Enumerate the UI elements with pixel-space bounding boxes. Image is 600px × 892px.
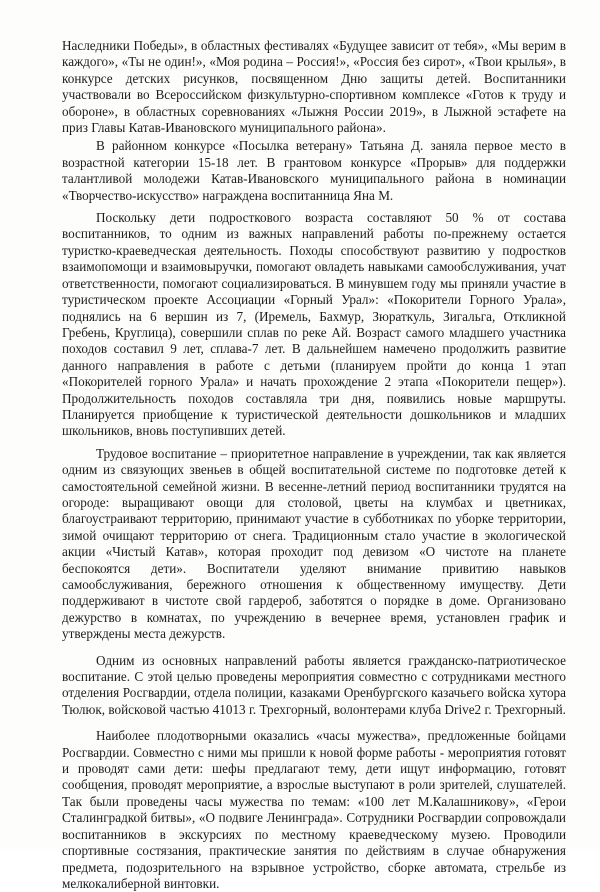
paragraph-hours-of-courage: Наиболее плодотворными оказались «часы мужества», предложенные бойцами Росгвардии. Совместно с ними мы пришли к новой форме работы - мероприятия готовят и проводят сами дети: шефы предлагают тему, дети ищут информацию, готовят сообщения, проводят мероприятие, а взрослые выступают в роли зрителей, слушателей. Так были проведены часы мужества по темам: «100 лет М.Калашникову», «Герои Сталинградкой битвы», «О подвиге Ленинграда». Сотрудники Росгвардии сопровождали воспитанников в экскурсиях по местному краеведческому музею. Проводили спортивные состязания, практические занятия по действиям в случае обнаружения предмета, подозрительного на взрывное устройство, сборке автомата, стрельбе из мелкокалиберной винтовки. (62, 728, 566, 891)
paragraph-tourism: Поскольку дети подросткового возраста составляют 50 % от состава воспитанников, то одним из важных направлений работы по-прежнему остается туристко-краеведческая деятельность. Походы способствуют развитию у подростков взаимопомощи и взаимовыручки, помогают овладеть навыками самообслуживания, учат ответственности, помогают социализироваться. В минувшем году мы приняли участие в туристическом проекте Ассоциации «Горный Урал»: «Покорители Горного Урала», поднялись на 6 вершин из 7, (Иремель, Бахмур, Зюраткуль, Зигальга, Откликной Гребень, Круглица), совершили сплав по реке Ай. Возраст самого младшего участника походов составил 9 лет, сплава-7 лет. В дальнейшем намечено продолжить развитие данного направления в работе с детьми (планируем пройти до конца 1 этап «Покорителей горного Урала» и начать прохождение 2 этапа «Покорители пещер»). Продолжительность походов составляла три дня, появились новые маршруты. Планируется приобщение к туристической деятельности дошкольников и младших школьников, вновь поступивших детей. (62, 210, 566, 439)
paragraph-awards-festivals: Наследники Победы», в областных фестивалях «Будущее зависит от тебя», «Мы верим в каждого», «Ты не один!», «Моя родина – Россия!», «Россия без сирот», «Твои крылья», в конкурсе детских рисунков, посвященном Дню защиты детей. Воспитанники участвовали во Всероссийском физкультурно-спортивном комплексе «Готов к труду и обороне», в областных соревнованиях «Лыжня России 2019», в Лыжной эстафете на приз Главы Катав-Ивановского муниципального района». (62, 38, 566, 136)
paragraph-contest-results: В районном конкурсе «Посылка ветерану» Татьяна Д. заняла первое место в возрастной категории 15-18 лет. В грантовом конкурсе «Прорыв» для поддержки талантливой молодежи Катав-Ивановского муниципального района в номинации «Творчество-искусство» награждена воспитанница Яна М. (62, 138, 566, 203)
paragraph-patriotic-education: Одним из основных направлений работы является гражданско-патриотическое воспитание. С этой целью проведены мероприятия совместно с сотрудниками местного отделения Росгвардии, отдела полиции, казаками Оренбургского казачьего войска хутора Тюлюк, войсковой частью 41013 г. Трехгорный, волонтерами клуба Drive2 г. Трехгорный. (62, 652, 566, 717)
paragraph-labor-education: Трудовое воспитание – приоритетное направление в учреждении, так как является одним из связующих звеньев в общей воспитательной системе по подготовке детей к самостоятельной семейной жизни. В весенне-летний период воспитанники трудятся на огороде: выращивают овощи для столовой, цветы на клумбах и цветниках, благоустраивают территорию, принимают участие в субботниках по уборке территории, зимой очищают территорию от снега. Традиционным стало участие в экологической акции «Чистый Катав», которая проходит под девизом «О чистоте на планете беспокоятся дети». Воспитатели уделяют внимание привитию навыков самообслуживания, бережного отношения к общественному имуществу. Дети поддерживают в чистоте свой гардероб, заботятся о порядке в доме. Организовано дежурство в комнатах, по учреждению в вечернее время, установлен график и утверждены места дежурств. (62, 445, 566, 642)
